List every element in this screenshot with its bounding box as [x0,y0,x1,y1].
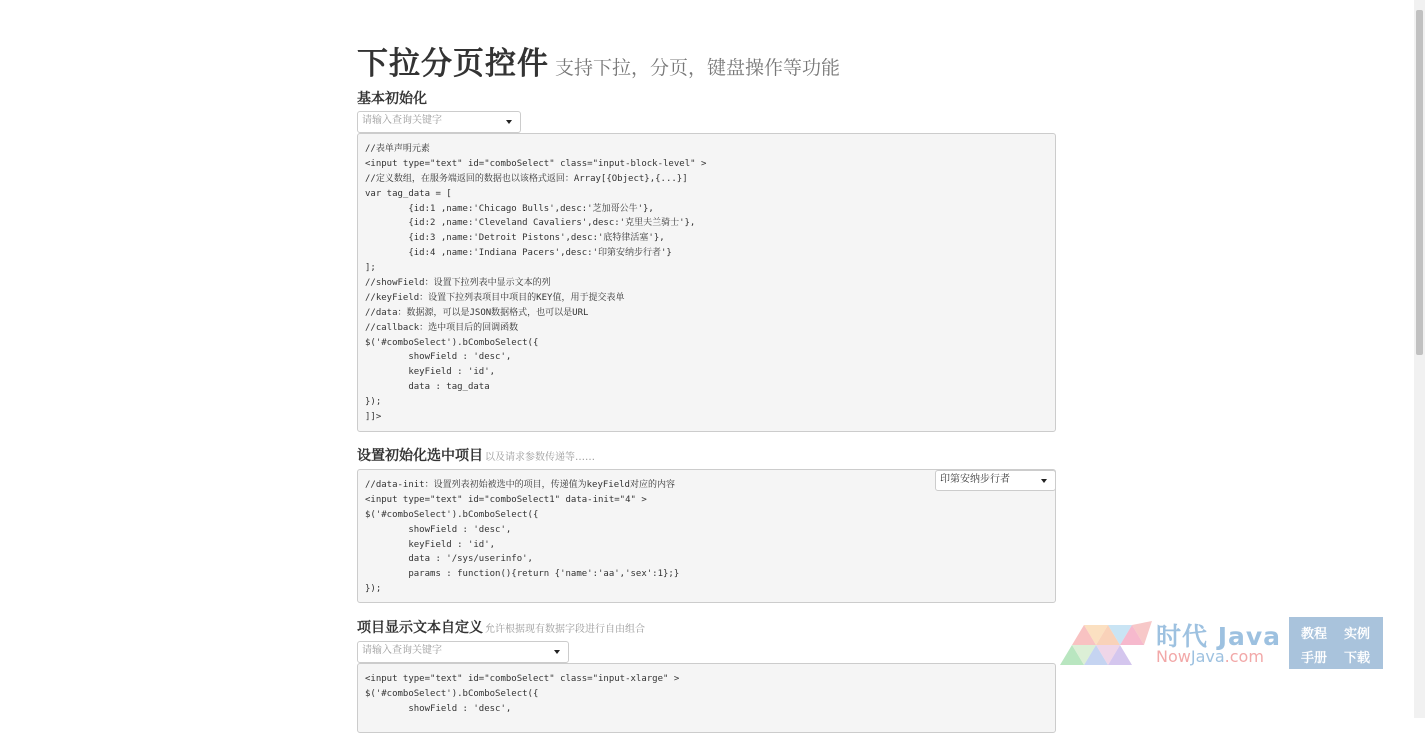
section-title: 基本初始化 [357,91,427,107]
dropdown-caret-icon[interactable] [506,120,512,124]
code-line: keyField : 'id', [365,367,496,378]
section-heading-basic [357,88,427,108]
code-line: //data：数据源，可以是JSON数据格式，也可以是URL [365,307,589,318]
code-line: keyField : 'id', [365,539,496,550]
watermark-link[interactable]: 下载 [1344,651,1371,666]
code-line: var tag_data = [ [365,188,452,199]
code-line: $('#comboSelect').bComboSelect({ [365,509,539,520]
code-line: {id:4 ,name:'Indiana Pacers',desc:'印第安纳步行者'} [365,248,672,259]
section-heading-custom [357,617,645,637]
page-scrollbar[interactable] [1414,0,1425,718]
combo-input-placeholder[interactable]: 请输入查询关键字 [362,115,442,126]
scrollbar-thumb[interactable] [1416,10,1423,355]
code-line: data : tag_data [365,382,490,393]
watermark-brand: 时代 Java [1156,622,1282,651]
watermark-links-box [1289,617,1383,669]
code-line: <input type="text" id="comboSelect" class="input-block-level" > [365,158,707,169]
page-subtitle: 支持下拉，分页，键盘操作等功能 [555,57,841,79]
code-line: $('#comboSelect').bComboSelect({ [365,688,539,699]
section-subtitle: 以及请求参数传递等…… [485,452,595,463]
code-line: //表单声明元素 [365,144,430,154]
combo-select-init[interactable] [935,470,1056,491]
code-line: {id:3 ,name:'Detroit Pistons',desc:'底特律活塞'}, [365,233,665,244]
watermark-link[interactable]: 手册 [1301,651,1328,666]
watermark-link[interactable]: 教程 [1301,627,1328,642]
section-subtitle: 允许根据现有数据字段进行自由组合 [485,624,645,635]
code-line: }); [365,584,382,595]
watermark-logo-icon [1060,617,1152,667]
dropdown-caret-icon[interactable] [1041,479,1047,483]
watermark-url [1156,647,1264,666]
combo-input-placeholder[interactable]: 请输入查询关键字 [362,645,442,656]
code-line: //data-init：设置列表初始被选中的项目，传递值为keyField对应的内容 [365,480,675,490]
code-block-custom [357,663,1056,733]
combo-selected-value[interactable]: 印第安纳步行者 [940,474,1010,485]
code-line: params : function(){return {'name':'aa','sex':1};} [365,569,680,580]
code-line: <input type="text" id="comboSelect" class="input-xlarge" > [365,674,680,684]
code-line: data : '/sys/userinfo', [365,554,533,565]
code-line: showField : 'desc', [365,524,512,535]
page-title [357,38,840,83]
section-heading-init [357,445,595,465]
code-line: //定义数组，在服务端返回的数据也以该格式返回：Array[{Object},{...}] [365,173,688,184]
section-title: 项目显示文本自定义 [357,620,483,636]
code-line: }); [365,397,382,408]
code-line: showField : 'desc', [365,352,512,363]
page-title-main: 下拉分页控件 [357,46,549,82]
section-title: 设置初始化选中项目 [357,448,483,464]
code-line: //keyField：设置下拉列表项目中项目的KEY值，用于提交表单 [365,292,625,303]
code-line: ]; [365,263,376,274]
code-line: ]]> [365,412,382,423]
code-line: {id:1 ,name:'Chicago Bulls',desc:'芝加哥公牛'}, [365,203,654,214]
code-line: $('#comboSelect').bComboSelect({ [365,337,539,348]
combo-select-custom[interactable] [357,641,569,663]
code-block-basic [357,133,1056,432]
dropdown-caret-icon[interactable] [554,650,560,654]
watermark-url-suffix: .com [1224,647,1264,666]
code-line: //showField：设置下拉列表中显示文本的列 [365,278,551,289]
code-line: showField : 'desc', [365,703,512,714]
watermark-url-java: Java [1190,647,1225,666]
watermark-link[interactable]: 实例 [1344,627,1371,642]
code-line: {id:2 ,name:'Cleveland Cavaliers',desc:'克里夫兰骑士'}, [365,218,696,229]
code-line: //callback：选中项目后的回调函数 [365,322,519,333]
combo-select-basic[interactable] [357,111,521,133]
code-line: <input type="text" id="comboSelect1" data-init="4" > [365,494,647,505]
watermark-url-prefix: Now [1156,647,1191,666]
site-watermark [1060,617,1383,669]
